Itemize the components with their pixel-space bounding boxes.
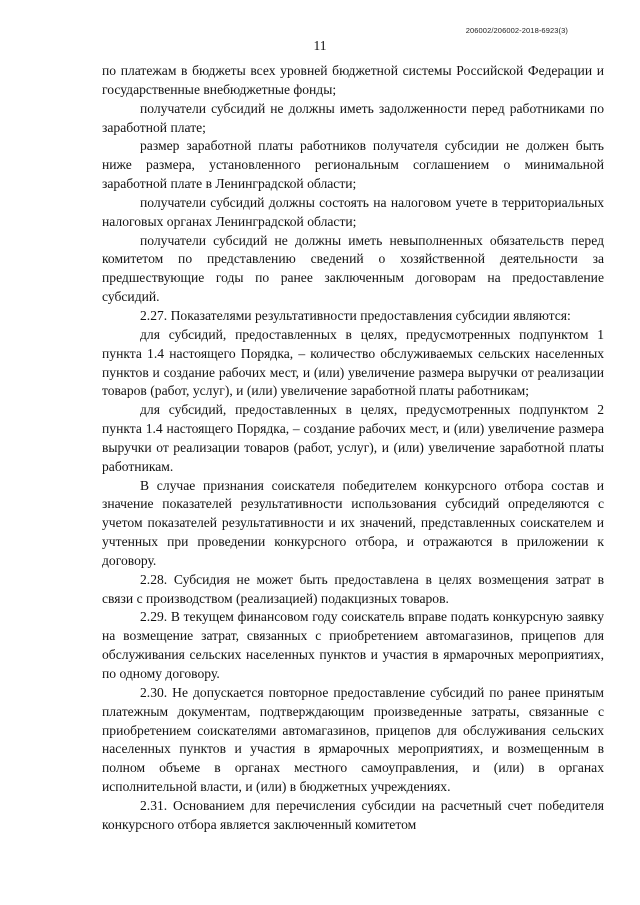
paragraph-winner-indicators: В случае признания соискателя победителем конкурсного отбора состав и значение показателей результативности использования субсидий определяются с учетом показателей результативности и их значений, представленных соискателем и учтенных при проведении конкурсного отбора, и отражаются в приложении к договору. <box>102 477 604 568</box>
document-body <box>102 62 604 835</box>
paragraph-2-31: 2.31. Основанием для перечисления субсидии на расчетный счет победителя конкурсного отбора является заключенный комитетом <box>102 797 604 832</box>
paragraph-2-30: 2.30. Не допускается повторное предоставление субсидий по ранее принятым платежным документам, подтверждающим произведенные затраты, связанные с приобретением соискателями автомагазинов, прицепов для обслуживания сельских населенных пунктов и участия в ярмарочных мероприятиях, и возмещенным в полном объеме в органах местного самоуправления, и (или) в органах исполнительной власти, и (или) в бюджетных учреждениях. <box>102 684 604 795</box>
paragraph-no-wage-debt: получатели субсидий не должны иметь задолженности перед работниками по заработной плате; <box>102 100 604 135</box>
paragraph-obligations: получатели субсидий не должны иметь невыполненных обязательств перед комитетом по представлению сведений о хозяйственной деятельности за предшествующие годы по ранее заключенным договорам на предоставление субсидий. <box>102 232 604 305</box>
paragraph-indicators-sub2: для субсидий, предоставленных в целях, предусмотренных подпунктом 2 пункта 1.4 настоящего Порядка, – создание рабочих мест, и (или) увеличение размера выручки от реализации товаров (работ, услуг), и (или) увеличение заработной платы работникам. <box>102 402 604 474</box>
paragraph-2-29: 2.29. В текущем финансовом году соискатель вправе подать конкурсную заявку на возмещение затрат, связанных с приобретением автомагазинов, прицепов для обслуживания сельских населенных пунктов и участия в ярмарочных мероприятиях, по одному договору. <box>102 609 604 681</box>
paragraph-min-wage: размер заработной платы работников получателя субсидии не должен быть ниже размера, установленного региональным соглашением о минимальной заработной плате в Ленинградской области; <box>102 138 604 192</box>
paragraph-continuation: по платежам в бюджеты всех уровней бюджетной системы Российской Федерации и государственные внебюджетные фонды; <box>102 63 604 97</box>
paragraph-tax-registration: получатели субсидий должны состоять на налоговом учете в территориальных налоговых органах Ленинградской области; <box>102 194 604 229</box>
document-id: 206002/206002-2018-6923(3) <box>465 26 568 35</box>
paragraph-2-28: 2.28. Субсидия не может быть предоставлена в целях возмещения затрат в связи с производством (реализацией) подакцизных товаров. <box>102 571 604 606</box>
paragraph-indicators-sub1: для субсидий, предоставленных в целях, предусмотренных подпунктом 1 пункта 1.4 настоящего Порядка, – количество обслуживаемых сельских населенных пунктов и создание рабочих мест, и (или) увеличение размера выручки от реализации товаров (работ, услуг), и (или) увеличение заработной платы работникам; <box>102 326 604 399</box>
paragraph-2-27: 2.27. Показателями результативности предоставления субсидии являются: <box>140 307 571 323</box>
page-number: 11 <box>313 38 327 53</box>
